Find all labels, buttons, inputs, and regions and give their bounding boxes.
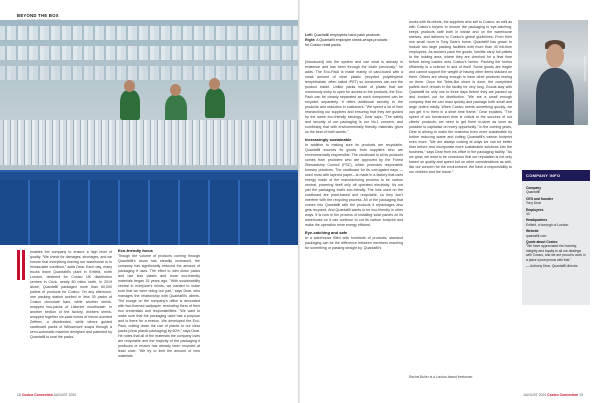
- left-footer: [17, 393, 76, 397]
- worker-head: [124, 80, 135, 92]
- page-number: 19: [579, 393, 583, 397]
- author-bio: Rachel Butler is a London-based freelancer.: [409, 375, 474, 379]
- photo-credit-vertical: Costco Connection: [583, 56, 587, 82]
- eco-heading: Eco-friendly focus: [118, 248, 153, 253]
- shelf-row: [0, 66, 300, 80]
- crate-divisions: [0, 180, 300, 245]
- worker-head: [170, 84, 181, 96]
- right-col-1: [introduced] into the system and use what is already in existence and has been through the chain previously," he adds. The Eco-Pack is made mainly of card-board with a small amount of clear plastic (recycled polyethylene terephthalate, often called rPET) so consumers can see the product inside. Unlike packs made of plastic that are notoriously tricky to open for access to the products, the Eco-Pack can be cleanly separated as each component can be recycled separately. It offers additional security to the products and reduction in costumers. "We spend a lot of time researching our suppliers and ensuring that they are guided by the same eco-friendly ideology," Dear says. "The safety and security of our packaging is our No.1 concern, and combining that with environmentally friendly materials gives us the best of both worlds." Increasingly sustainable In addition to making sure its products are recyclable, Quantafill sources its goods from suppliers who are environmentally responsible. The cardboard in all its products comes from providers who are approved by the Forest Stewardship Council (FSC), which promotes responsible forestry practices. The cardboard for its corrugated trays — used most with layered paper—is made in a factory that uses energy made of the manufacturing process to be carbon neutral, powering itself only off operated electricity. It's not just the packaging that's eco-friendly. The inks used on the cardboard are plant-based and recyclable, so they don't interfere with the recycling process. All of the packaging that comes into Quantafill with the products it repackages also gets recycled. And Quantafill wants to be eco-friendly in other ways. It is now in the process of installing solar panels on its warehouse so it can continue to cut its carbon footprint and make the operation more energy efficient. Eye-catching and safe In a warehouse filled with hundreds of products, standout packaging can be the difference between members reaching for something or passing straight by. Quantafill's: [305, 60, 403, 250]
- warehouse-photo: [0, 20, 300, 245]
- left-col-1: enables the company to ensure a high level of quality. "We check for damages, shortages, and we ensure that everything leaving our warehouse is in immaculate condition," adds Dear. Each day, many trucks leave Quantafill's plant in Enfield, north London, destined for Costco UK distribution centres in Crick, nearly 80 miles north. In 2019 alone, Quantafill packaged more than 60,000 pallets of products for Costco. On any afternoon, one packing station worked in less 35 packs of Costco chocolate bars, while another shrink-wrapped two-packs of Listerine mouthwash. In another section of the factory, workers shrink-wrapped together six-pack boxes of lemon-scented Zeffirex, a disinfectant, while others guided cardboard packs of Willowmore soaps through a semi-automatic machine designed and patented by Quantafill to seal the packs.: [30, 250, 112, 339]
- left-col-2: Eco-friendly focus Though the volume of products coming through Quantafill's doors has steadily increased, the company has significantly reduced the amount of packaging it uses. The effort to slim down packs and use less plastic and more eco-friendly materials began 15 years ago. "With sustainability central in everyone's minds, we wanted to make sure that we were doing our part," says Dear, who manages the relationship with Quantafill's clients. The lounge on the company's office is decorated with two-themed wallpaper, reminding them of their eco credentials and responsibilities. "We want to make sure that the packaging used has a purpose and is there for a reason. We developed the Eco-Pack, cutting down the use of plastic to our clear packs [clear plastic packaging] by 60%," says Dear. He notes that all of the materials the company uses are recyclable and the majority of the packaging it produces or reuses has already been recycled at least once. "We try to limit the amount of new materials: [118, 248, 200, 358]
- company-info-box: [522, 170, 590, 305]
- portrait-shirt: [536, 68, 574, 125]
- shelf-row: [0, 26, 300, 40]
- page-number: 18: [17, 393, 21, 397]
- section-kicker: BEYOND THE BOX: [17, 13, 59, 18]
- worker-figure: [205, 88, 225, 118]
- portrait-face: [546, 44, 564, 68]
- pub-name: Costco Connection: [21, 393, 53, 397]
- portrait-photo: [518, 20, 588, 125]
- right-page: [300, 0, 600, 403]
- info-body: Company Quantafill CEO and founder Tony Dear Employees 40 Headquarters Enfield, a borough of London Website quantafill.com Quote about Costco "We have appreciated the honesty, integrity and loyalty to all our dealings with Costco, and we are proud to work in a place synonymous with that." — Anthony Dear, Quantafill director: [526, 186, 586, 269]
- sustainable-heading: Increasingly sustainable: [305, 137, 352, 142]
- right-footer: [524, 393, 583, 397]
- issue-date: AUGUST 2020: [523, 393, 547, 397]
- pub-name: Costco Connection: [547, 393, 579, 397]
- worker-figure: [120, 90, 140, 120]
- issue-date: AUGUST 2020: [53, 393, 77, 397]
- photo-captions: Left: Quantafill employees hand pack products. Right: A Quantafill employee shrink-wraps products for Costco retail packs.: [305, 33, 388, 47]
- right-col-2: works with its clients, the suppliers who sell to Costco, as well as with Costco's buyers to ensure the packaging is eye-catching, keeps products safe both in transit and on the warehouse shelves, and adheres to Costco's global guidelines. From their one small room in Tony Dear's home, Quantafill has grown to include two large packing facilities with more than 40 full-time employees. As workers pack the goods, forklifts carry full pallets to the holding area, where they are checked for a final time before being loaded onto Costco's lorries. Packing the lorries efficiently is a science in and of itself. Some goods are fragile and cannot support the weight of having other items stacked on them. Others are strong enough to have other products resting on them. Once the Tetris-like chore is done, the completed pallets don't remain in the facility for very long. Goods stay with Quantafill for only one to three days before they are packed up and trucked out for distribution. "We are a small enough company that we can react quickly and package both small and large orders easily. When Costco needs something quickly, we can get it to them in a short time frame," Dear explains. "The speed of our turnaround time is critical to the success of our clients' products; we need to get them in-store as soon as possible to capitalise on every opportunity." In the coming years, Dear is aiming to make the business even more sustainable by further reducing waste and cutting Quantafill's carbon footprint even more. "We are always looking at ways we can be better than before and incorporate more sustainable solutions into the business," says Dear from his office in the packaging facility. "As we grow, we want to be conscious that our reputation is not only based on quality and speed but on other considerations as well, like our concern for the environment. We have a responsibility to our children and the future.": [409, 20, 512, 174]
- shelf-row: [0, 46, 300, 60]
- product-table: [0, 120, 300, 165]
- info-title: COMPANY INFO: [522, 170, 590, 181]
- worker-head: [209, 78, 220, 90]
- eye-catching-heading: Eye-catching and safe: [305, 230, 348, 235]
- accent-bar: [22, 250, 25, 280]
- accent-bar: [17, 250, 20, 280]
